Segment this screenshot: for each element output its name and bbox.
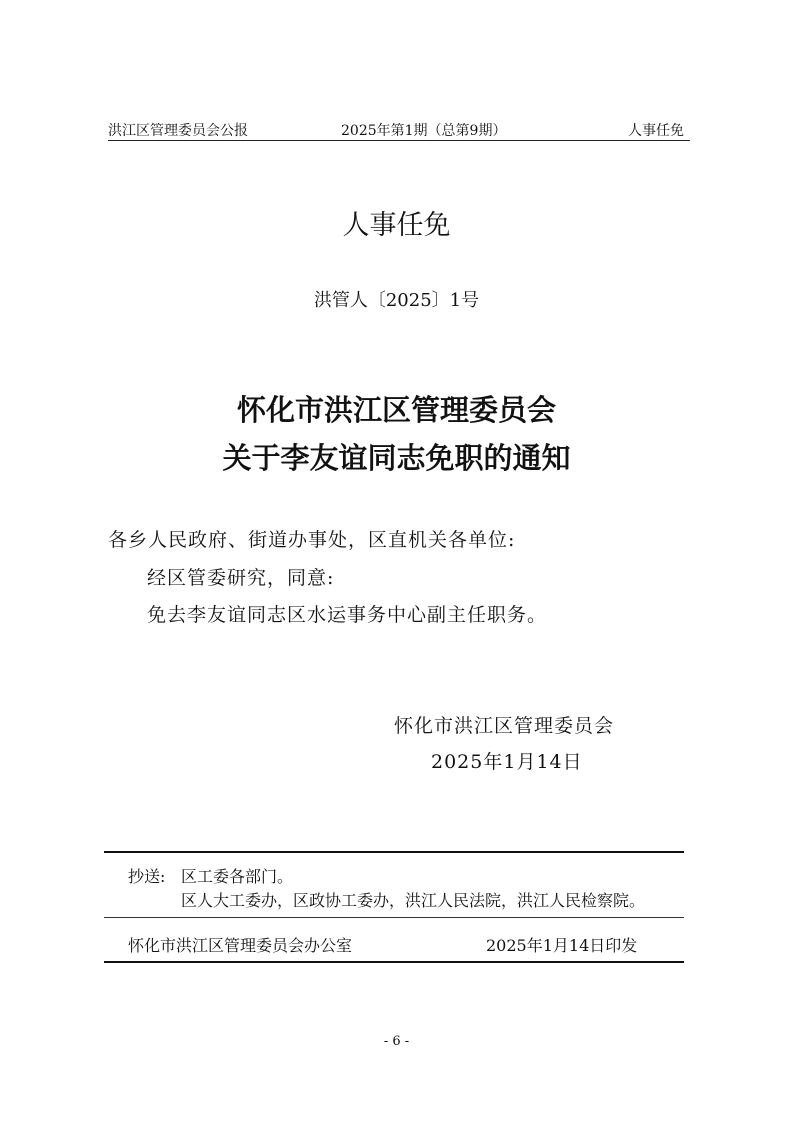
issue-date: 2025年1月14日印发 <box>486 936 638 955</box>
header-section: 人事任免 <box>628 123 684 139</box>
salutation: 各乡人民政府、街道办事处，区直机关各单位: <box>108 529 516 551</box>
signature-organization: 怀化市洪江区管理委员会 <box>394 715 615 737</box>
header-publication: 洪江区管理委员会公报 <box>108 123 248 139</box>
cc-top-rule <box>104 851 684 853</box>
cc-middle-rule <box>104 917 684 918</box>
document-title-line-1: 怀化市洪江区管理委员会 <box>236 393 556 427</box>
section-title: 人事任免 <box>342 210 451 241</box>
document-title-line-2: 关于李友谊同志免职的通知 <box>222 441 571 475</box>
cc-line-1: 区工委各部门。 <box>181 867 294 886</box>
document-number: 洪管人〔2025〕1号 <box>313 290 480 311</box>
cc-label: 抄送: <box>128 867 166 886</box>
page-number: - 6 - <box>383 1034 410 1049</box>
signature-date: 2025年1月14日 <box>431 751 583 773</box>
header-rule <box>108 140 690 141</box>
body-paragraph-2: 免去李友谊同志区水运事务中心副主任职务。 <box>147 604 548 626</box>
body-paragraph-1: 经区管委研究，同意: <box>147 567 335 589</box>
header-issue: 2025年第1期（总第9期） <box>341 123 507 139</box>
cc-line-2: 区人大工委办，区政协工委办，洪江人民法院，洪江人民检察院。 <box>181 891 646 910</box>
issuing-office: 怀化市洪江区管理委员会办公室 <box>128 936 353 955</box>
cc-bottom-rule <box>104 961 684 963</box>
